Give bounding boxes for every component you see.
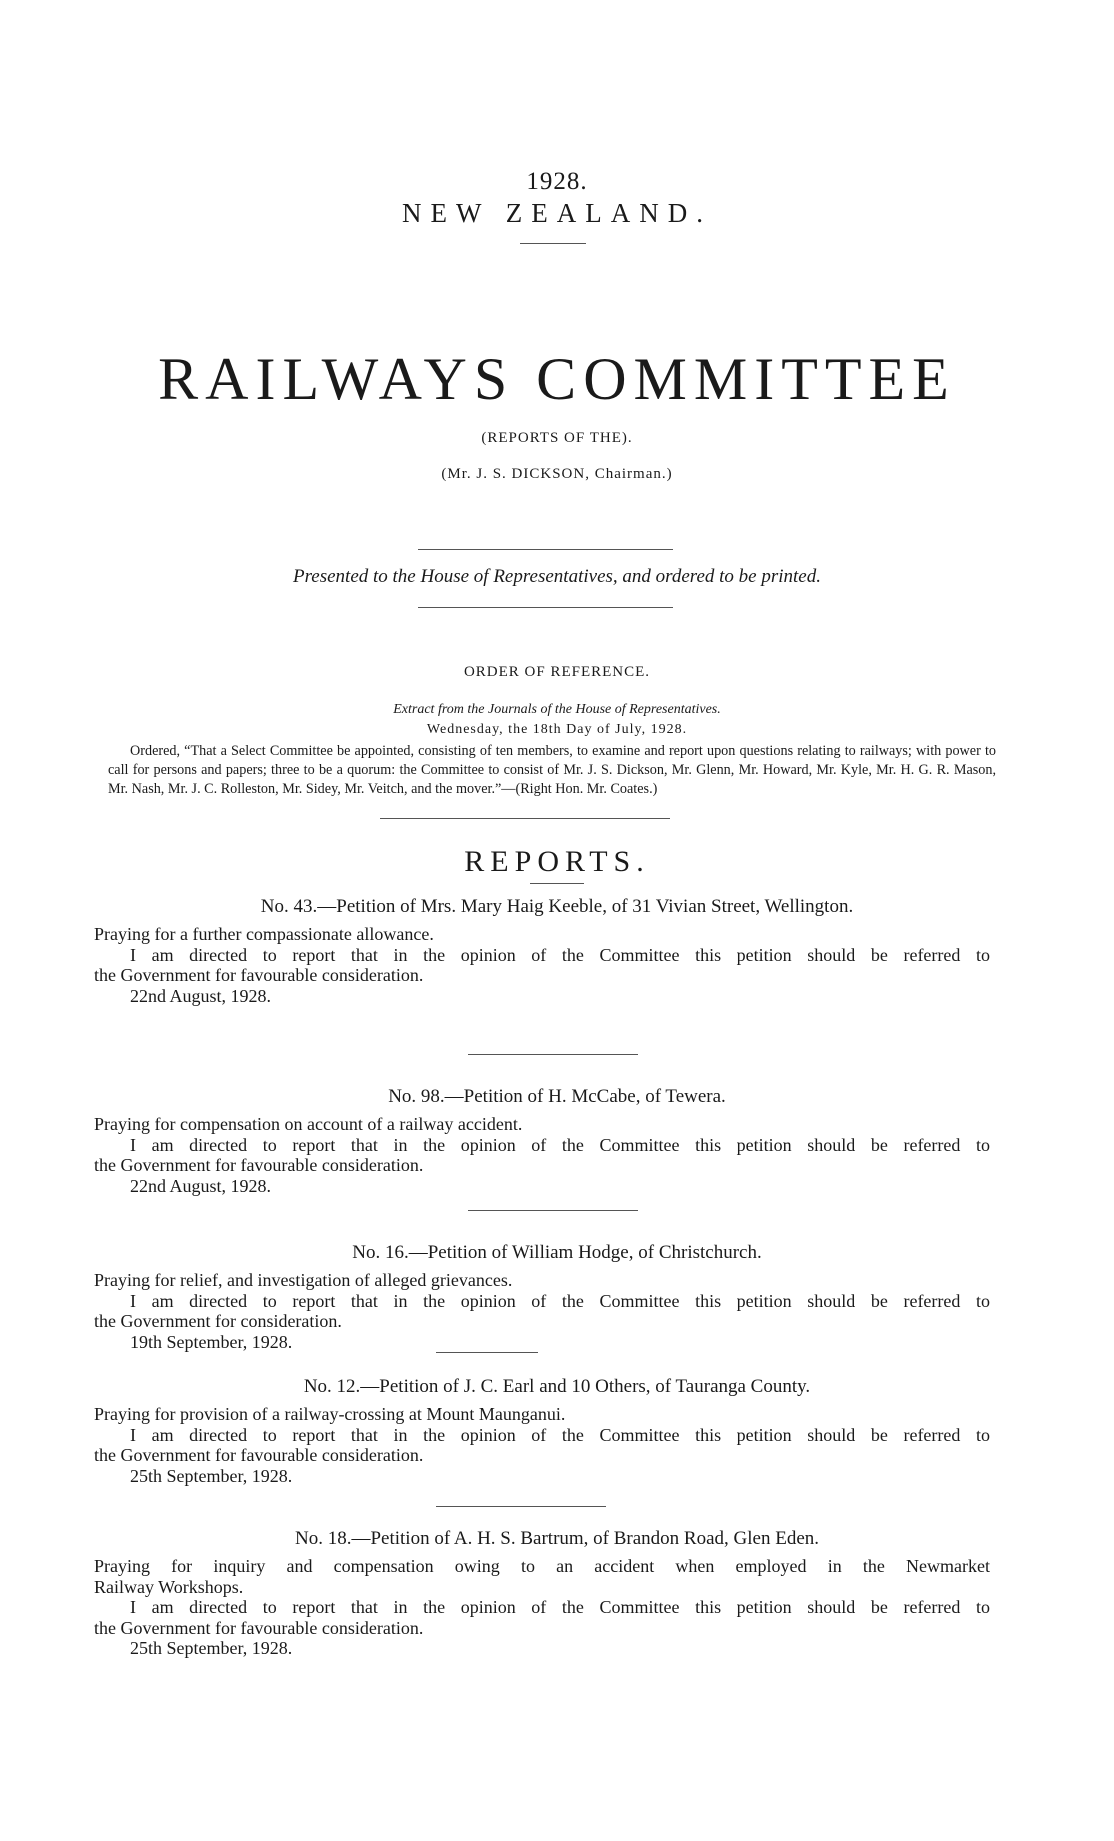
petition-date: 25th September, 1928.: [130, 1465, 293, 1486]
petition-title: No. 98.—Petition of H. McCabe, of Tewera.: [388, 1086, 726, 1107]
divider: [530, 883, 584, 884]
document-subtitle: (REPORTS OF THE).: [481, 430, 633, 446]
divider: [418, 549, 673, 550]
petition-report-line: I am directed to report that in the opinion of the Committee this petition should be referred to: [130, 1597, 990, 1617]
petition-report-line: I am directed to report that in the opinion of the Committee this petition should be referred to: [130, 944, 990, 965]
petition-praying: Praying for inquiry and compensation owing to an accident when employed in the Newmarket: [94, 1556, 990, 1576]
presented-note: Presented to the House of Representatives, and ordered to be printed.: [292, 566, 821, 587]
petition-title: No. 12.—Petition of J. C. Earl and 10 Others, of Tauranga County.: [303, 1376, 811, 1397]
petition-date: 25th September, 1928.: [130, 1638, 293, 1658]
divider: [418, 607, 673, 608]
petition-title: No. 16.—Petition of William Hodge, of Christchurch.: [352, 1242, 762, 1263]
petition-item: [0, 1242, 1114, 1352]
petition-item: [0, 896, 1114, 1006]
petition-title: No. 18.—Petition of A. H. S. Bartrum, of Brandon Road, Glen Eden.: [294, 1528, 820, 1549]
petition-report-line: the Government for favourable consideration.: [94, 1155, 424, 1175]
divider: [468, 1210, 638, 1211]
petition-date: 19th September, 1928.: [130, 1331, 293, 1352]
petition-title: No. 43.—Petition of Mrs. Mary Haig Keeble, of 31 Vivian Street, Wellington.: [260, 896, 854, 917]
petition-report-line: the Government for favourable consideration.: [94, 965, 424, 985]
petition-date: 22nd August, 1928.: [130, 985, 272, 1006]
document-chairman: (Mr. J. S. DICKSON, Chairman.): [441, 466, 673, 482]
petition-praying-continued: Railway Workshops.: [94, 1576, 244, 1597]
petition-report-line: the Government for favourable consideration.: [94, 1617, 424, 1638]
petition-item: [0, 1086, 1114, 1196]
document-country: NEW ZEALAND.: [402, 198, 712, 228]
petition-report-line: the Government for consideration.: [94, 1311, 342, 1331]
order-extract: Extract from the Journals of the House of Representatives.: [393, 702, 721, 717]
divider: [520, 243, 586, 244]
petition-report-line: I am directed to report that in the opinion of the Committee this petition should be referred to: [130, 1134, 990, 1155]
divider: [380, 818, 670, 819]
document-title: RAILWAYS COMMITTEE: [158, 346, 956, 412]
petition-praying: Praying for compensation on account of a railway accident.: [94, 1114, 523, 1134]
divider: [468, 1054, 638, 1055]
petition-item: [0, 1376, 1114, 1486]
divider: [436, 1506, 606, 1507]
petition-item: [0, 1528, 1114, 1659]
petition-praying: Praying for provision of a railway-crossing at Mount Maunganui.: [94, 1404, 566, 1424]
order-date: Wednesday, the 18th Day of July, 1928.: [426, 722, 688, 737]
petition-report-line: I am directed to report that in the opinion of the Committee this petition should be referred to: [130, 1424, 990, 1445]
petition-date: 22nd August, 1928.: [130, 1175, 272, 1196]
divider: [436, 1352, 538, 1353]
petition-praying: Praying for a further compassionate allowance.: [94, 924, 434, 944]
document-year: 1928.: [526, 168, 588, 195]
petition-praying: Praying for relief, and investigation of alleged grievances.: [94, 1270, 513, 1290]
order-of-reference-heading: ORDER OF REFERENCE.: [463, 664, 651, 680]
reports-heading: REPORTS.: [464, 845, 650, 878]
order-body: Ordered, “That a Select Committee be appointed, consisting of ten members, to examine and report upon questions relating to railways; with power to call for persons and papers; three to be a quorum: the Committee to consist of Mr. J. S. Dickson, Mr. Glenn, Mr. Howard, Mr. Kyle, Mr. H. G. R. Mason, Mr. Nash, Mr. J. C. Rolleston, Mr. Sidey, Mr. Veitch, and the mover.”—(Right Hon. Mr. Coates.): [108, 743, 996, 797]
petition-report-line: I am directed to report that in the opinion of the Committee this petition should be referred to: [130, 1290, 990, 1311]
petition-report-line: the Government for favourable consideration.: [94, 1445, 424, 1465]
